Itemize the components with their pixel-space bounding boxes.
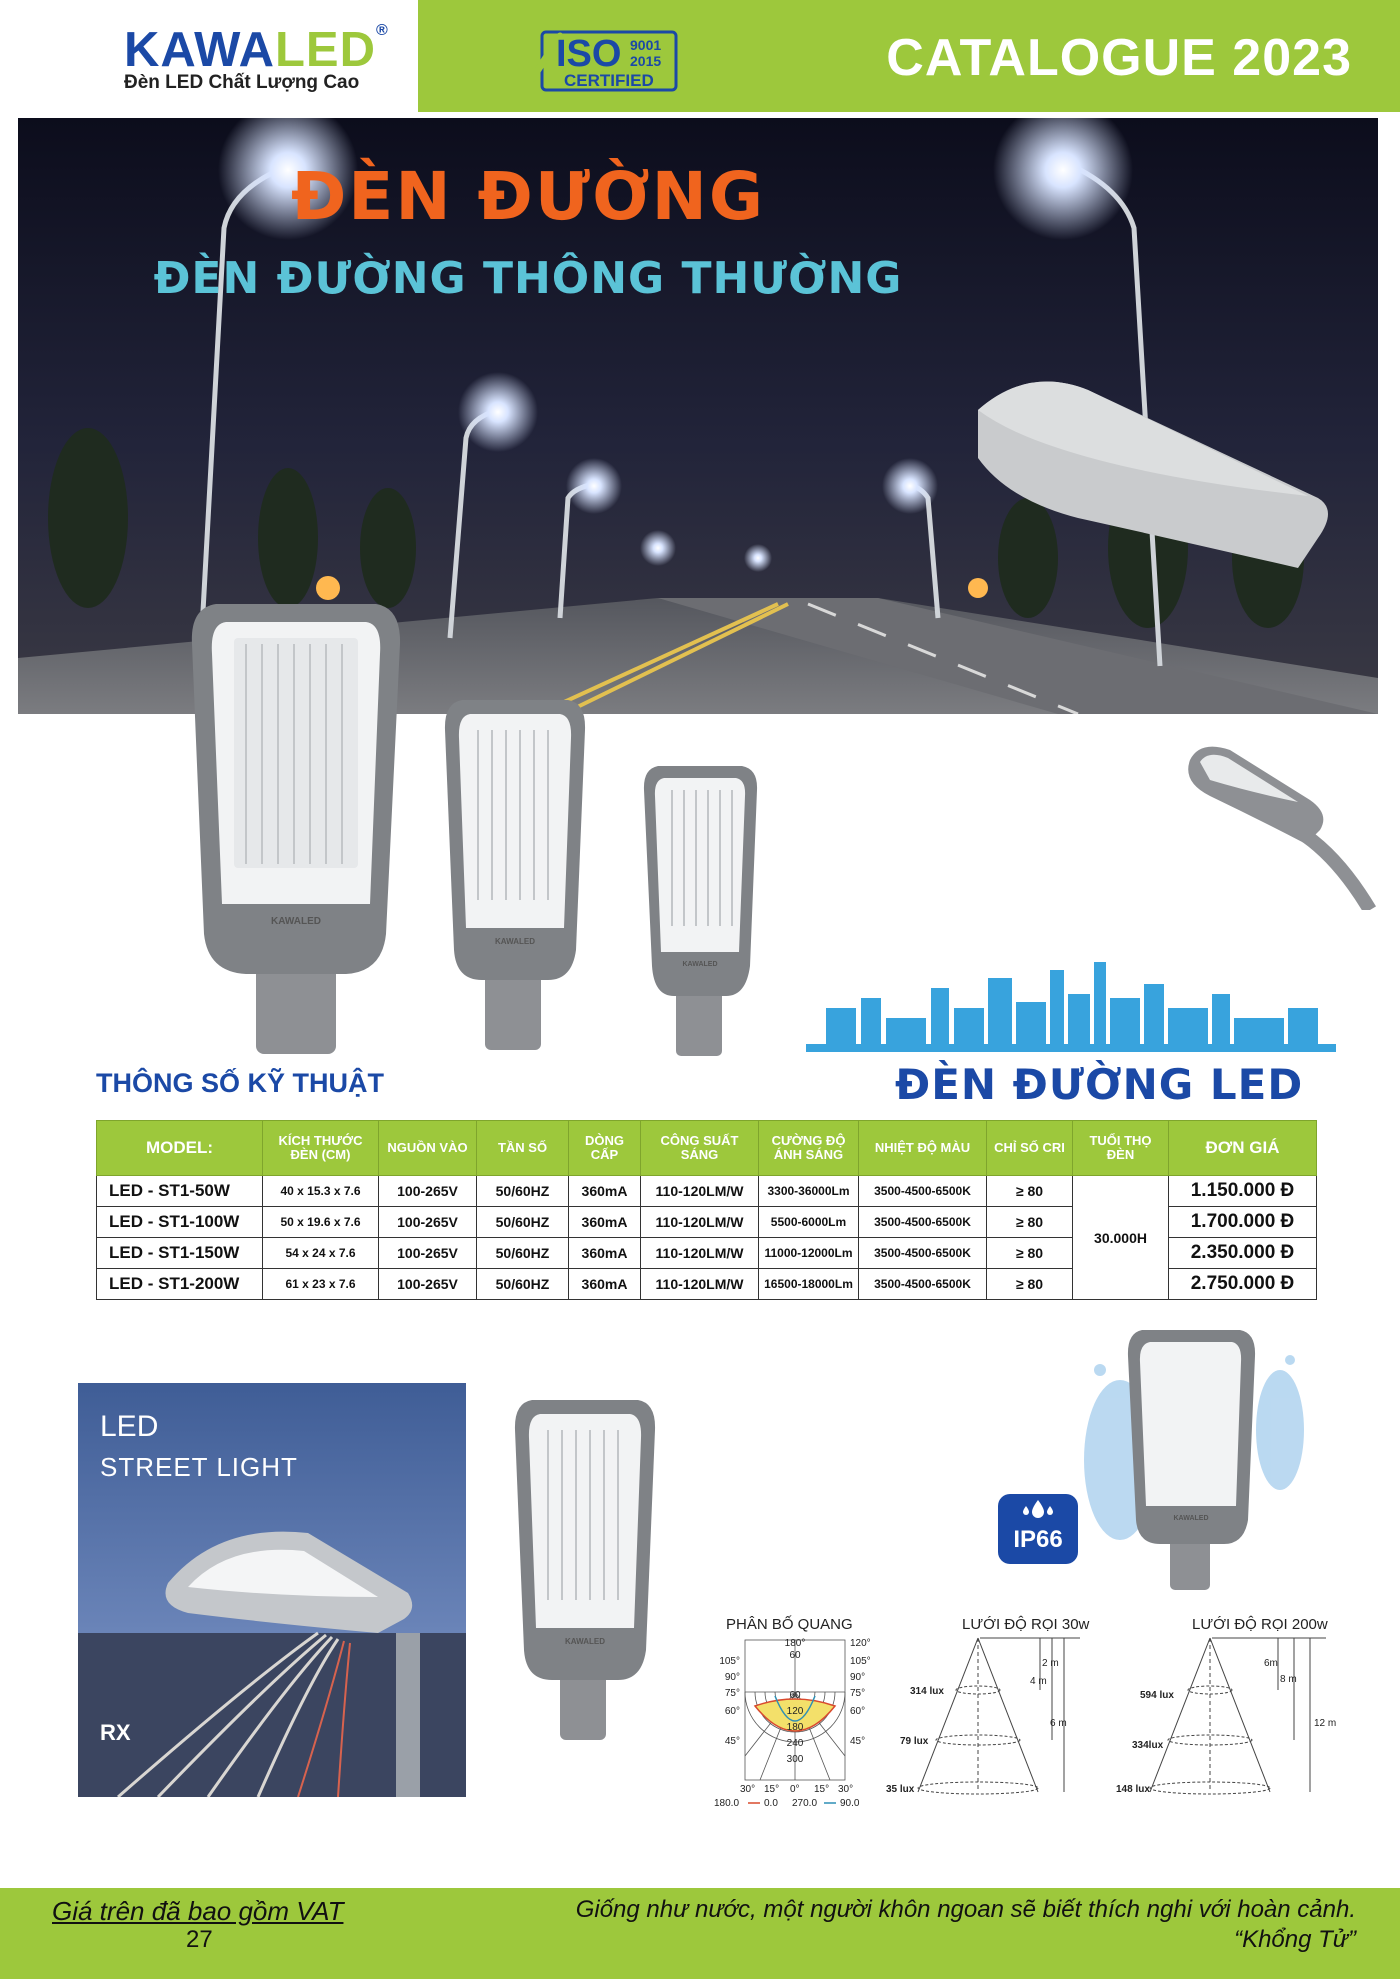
polar-right-105: 105° <box>850 1656 871 1667</box>
water-drops-icon <box>998 1494 1078 1524</box>
brand-suffix: LED <box>275 23 376 77</box>
col-efficacy: CÔNG SUẤT SÁNG <box>641 1121 759 1176</box>
specs-heading: THÔNG SỐ KỸ THUẬT <box>96 1068 384 1098</box>
polar-legend-90: 90.0 <box>840 1798 860 1809</box>
cell-size: 54 x 24 x 7.6 <box>263 1238 379 1269</box>
polar-right-45: 45° <box>850 1736 866 1747</box>
cell-lumen: 5500-6000Lm <box>759 1207 859 1238</box>
lamp-brand-label: KAWALED <box>1173 1515 1209 1522</box>
col-input: NGUỒN VÀO <box>379 1121 477 1176</box>
cell-input: 100-265V <box>379 1176 477 1207</box>
cell-input: 100-265V <box>379 1238 477 1269</box>
cone-30w-diagram <box>880 1636 1090 1796</box>
col-current: DÒNG CẤP <box>569 1121 641 1176</box>
table-row <box>97 1176 1317 1207</box>
polar-legend-180: 180.0 <box>714 1798 740 1809</box>
cell-input: 100-265V <box>379 1207 477 1238</box>
cell-frequency: 50/60HZ <box>477 1207 569 1238</box>
ip66-label: IP66 <box>1013 1526 1063 1553</box>
polar-bottom-15b: 15° <box>814 1784 830 1795</box>
polar-radial-120: 120 <box>786 1706 804 1717</box>
cell-model: LED - ST1-100W <box>97 1207 263 1238</box>
city-skyline-graphic <box>806 958 1336 1058</box>
cell-frequency: 50/60HZ <box>477 1238 569 1269</box>
cell-current: 360mA <box>569 1176 641 1207</box>
polar-right-75: 75° <box>850 1688 866 1699</box>
cell-cri: ≥ 80 <box>987 1176 1073 1207</box>
cell-price: 1.150.000 Đ <box>1169 1176 1317 1207</box>
polar-left-75: 75° <box>724 1688 740 1699</box>
polar-radial-240: 240 <box>786 1738 804 1749</box>
footer-quote-author: “Khổng Tử” <box>1234 1926 1356 1953</box>
lamp-brand-label: KAWALED <box>682 961 718 968</box>
polar-left-60: 60° <box>724 1706 740 1717</box>
cell-efficacy: 110-120LM/W <box>641 1269 759 1300</box>
poster-model-code: RX <box>100 1720 131 1745</box>
cell-color-temp: 3500-4500-6500K <box>859 1207 987 1238</box>
cone200-lux-2: 334lux <box>1132 1740 1164 1751</box>
cone30-lux-2: 79 lux <box>900 1736 929 1747</box>
polar-radial-300: 300 <box>786 1754 804 1765</box>
brand-logo <box>124 22 389 78</box>
cone-30w-title: LƯỚI ĐỘ RỌI 30w <box>962 1616 1090 1633</box>
cone200-height-2: 8 m <box>1280 1674 1297 1685</box>
polar-right-60: 60° <box>850 1706 866 1717</box>
cell-current: 360mA <box>569 1238 641 1269</box>
polar-distribution-diagram <box>700 1636 890 1816</box>
polar-radial-60b: 60 <box>789 1690 801 1701</box>
cell-lumen: 3300-36000Lm <box>759 1176 859 1207</box>
brand-tagline: Đèn LED Chất Lượng Cao <box>124 72 360 93</box>
polar-bottom-30a: 30° <box>740 1784 756 1795</box>
cone200-height-3: 12 m <box>1314 1718 1337 1729</box>
cell-color-temp: 3500-4500-6500K <box>859 1269 987 1300</box>
col-color-temp: NHIỆT ĐỘ MÀU <box>859 1121 987 1176</box>
catalogue-title: CATALOGUE 2023 <box>886 29 1352 87</box>
product-lamp-front-view <box>510 1400 660 1740</box>
polar-diagram-title: PHÂN BỐ QUANG <box>726 1616 853 1633</box>
led-street-light-poster <box>78 1383 466 1797</box>
street-led-banner: ĐÈN ĐƯỜNG LED <box>895 1060 1304 1109</box>
cell-efficacy: 110-120LM/W <box>641 1207 759 1238</box>
cone30-lux-3: 35 lux <box>886 1784 915 1795</box>
polar-left-45: 45° <box>724 1736 740 1747</box>
cell-model: LED - ST1-50W <box>97 1176 263 1207</box>
cell-size: 61 x 23 x 7.6 <box>263 1269 379 1300</box>
polar-right-120: 120° <box>850 1638 871 1649</box>
cone30-height-3: 6 m <box>1050 1718 1067 1729</box>
polar-bottom-30b: 30° <box>838 1784 854 1795</box>
cone200-lux-3: 148 lux <box>1116 1784 1150 1795</box>
product-lamp-water-splash <box>1080 1330 1310 1600</box>
cell-cri: ≥ 80 <box>987 1238 1073 1269</box>
col-lumen: CƯỜNG ĐỘ ÁNH SÁNG <box>759 1121 859 1176</box>
hero-subtitle: ĐÈN ĐƯỜNG THÔNG THƯỜNG <box>153 253 903 304</box>
product-lamp-side-view <box>1180 740 1380 910</box>
cell-efficacy: 110-120LM/W <box>641 1238 759 1269</box>
cone30-lux-1: 314 lux <box>910 1686 944 1697</box>
lamp-brand-label: KAWALED <box>565 1637 605 1646</box>
brand-prefix: KAWA <box>124 23 275 77</box>
polar-legend-270: 270.0 <box>792 1798 818 1809</box>
col-model: MODEL: <box>97 1121 263 1176</box>
col-cri: CHỈ SỐ CRI <box>987 1121 1073 1176</box>
cell-color-temp: 3500-4500-6500K <box>859 1176 987 1207</box>
cell-cri: ≥ 80 <box>987 1269 1073 1300</box>
lamp-brand-label: KAWALED <box>271 916 321 927</box>
cell-current: 360mA <box>569 1269 641 1300</box>
cell-price: 2.350.000 Đ <box>1169 1238 1317 1269</box>
col-frequency: TẦN SỐ <box>477 1121 569 1176</box>
cone30-height-2: 4 m <box>1030 1676 1047 1687</box>
product-lamp-large <box>186 604 406 1054</box>
polar-legend-0: 0.0 <box>764 1798 778 1809</box>
polar-top-label: 180° <box>784 1638 806 1649</box>
iso-text: ISO <box>556 33 622 75</box>
spec-table-header <box>97 1121 1317 1176</box>
iso-certified-badge <box>520 30 680 92</box>
cone200-lux-1: 594 lux <box>1140 1690 1174 1701</box>
polar-radial-180: 180 <box>786 1722 804 1733</box>
cell-lumen: 11000-12000Lm <box>759 1238 859 1269</box>
cell-input: 100-265V <box>379 1269 477 1300</box>
hero-title: ĐÈN ĐƯỜNG <box>290 158 766 235</box>
polar-bottom-15a: 15° <box>764 1784 780 1795</box>
cone30-height-1: 2 m <box>1042 1658 1059 1669</box>
lamp-brand-label: KAWALED <box>495 937 535 946</box>
col-size: KÍCH THƯỚC ĐÈN (CM) <box>263 1121 379 1176</box>
cell-price: 1.700.000 Đ <box>1169 1207 1317 1238</box>
registered-mark: ® <box>376 22 389 39</box>
cell-lumen: 16500-18000Lm <box>759 1269 859 1300</box>
cell-color-temp: 3500-4500-6500K <box>859 1238 987 1269</box>
cell-frequency: 50/60HZ <box>477 1269 569 1300</box>
polar-radial-60a: 60 <box>789 1650 801 1661</box>
col-price: ĐƠN GIÁ <box>1169 1121 1317 1176</box>
cell-size: 40 x 15.3 x 7.6 <box>263 1176 379 1207</box>
cell-current: 360mA <box>569 1207 641 1238</box>
col-lifetime: TUỔI THỌ ĐÈN <box>1073 1121 1169 1176</box>
cell-efficacy: 110-120LM/W <box>641 1176 759 1207</box>
cell-cri: ≥ 80 <box>987 1207 1073 1238</box>
cell-size: 50 x 19.6 x 7.6 <box>263 1207 379 1238</box>
polar-left-105: 105° <box>719 1656 740 1667</box>
cone200-height-1: 6m <box>1264 1658 1278 1669</box>
poster-title-led: LED <box>100 1410 159 1443</box>
footer-quote: Giống như nước, một người khôn ngoan sẽ biết thích nghi với hoàn cảnh. <box>575 1896 1356 1923</box>
cell-frequency: 50/60HZ <box>477 1176 569 1207</box>
vat-note: Giá trên đã bao gồm VAT <box>52 1896 344 1926</box>
polar-bottom-0: 0° <box>790 1784 800 1795</box>
polar-right-90: 90° <box>850 1672 866 1683</box>
spec-table <box>96 1120 1317 1300</box>
cell-model: LED - ST1-150W <box>97 1238 263 1269</box>
iso-certified-text: CERTIFIED <box>564 71 654 90</box>
cell-price: 2.750.000 Đ <box>1169 1269 1317 1300</box>
polar-left-90: 90° <box>724 1672 740 1683</box>
page-number: 27 <box>186 1926 213 1953</box>
iso-year-1: 9001 <box>630 37 662 53</box>
iso-year-2: 2015 <box>630 53 662 69</box>
cell-lifetime: 30.000H <box>1073 1176 1169 1300</box>
poster-title-street-light: STREET LIGHT <box>100 1452 298 1482</box>
cone-200w-title: LƯỚI ĐỘ RỌI 200w <box>1192 1616 1328 1633</box>
cone-200w-diagram <box>1110 1636 1340 1796</box>
cell-model: LED - ST1-200W <box>97 1269 263 1300</box>
product-lamp-medium <box>440 700 590 1050</box>
product-lamp-small <box>640 766 760 1056</box>
